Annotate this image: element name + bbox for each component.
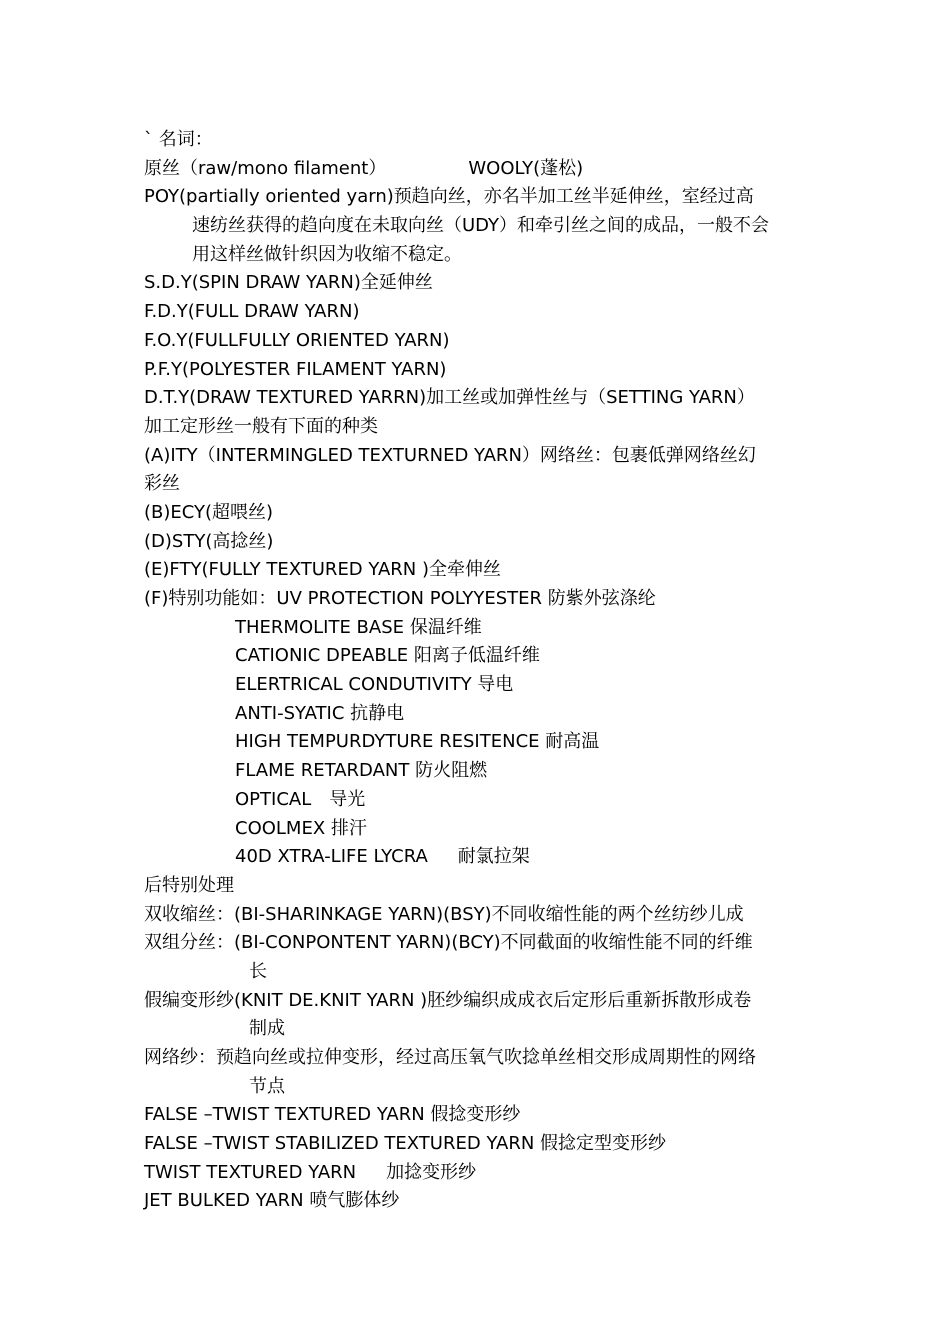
text-line: JET BULKED YARN 喷气膨体纱 bbox=[144, 1190, 400, 1212]
text-line bbox=[144, 1159, 824, 1188]
text-line: CATIONIC DPEABLE 阳离子低温纤维 bbox=[235, 645, 540, 667]
text-line bbox=[144, 786, 824, 815]
document-body bbox=[144, 126, 824, 1216]
text-line: POY(partially oriented yarn)预趋向丝，亦名半加工丝半延伸丝，室经过高 bbox=[144, 186, 754, 208]
text-line: 加工定形丝一般有下面的种类 bbox=[144, 415, 378, 437]
text-line bbox=[144, 843, 824, 872]
text-line: 节点 bbox=[249, 1075, 285, 1097]
term-lycra: 40D XTRA-LIFE LYCRA bbox=[235, 846, 428, 868]
text-line bbox=[144, 155, 824, 184]
term-twist-textured: TWIST TEXTURED YARN bbox=[144, 1161, 357, 1183]
term-wooly: WOOLY(蓬松) bbox=[468, 157, 584, 179]
text-line: 彩丝 bbox=[144, 473, 180, 495]
text-line: F.D.Y(FULL DRAW YARN) bbox=[144, 301, 360, 323]
text-line: 速纺丝获得的趋向度在未取向丝（UDY）和牵引丝之间的成品，一般不会 bbox=[192, 215, 770, 237]
text-line: 假编变形纱(KNIT DE.KNIT YARN )胚纱编织成成衣后定形后重新拆散形成卷 bbox=[144, 989, 752, 1011]
text-line: HIGH TEMPURDYTURE RESITENCE 耐高温 bbox=[235, 731, 600, 753]
text-line: D.T.Y(DRAW TEXTURED YARRN)加工丝或加弹性丝与（SETTING YARN） bbox=[144, 387, 755, 409]
text-line: THERMOLITE BASE 保温纤维 bbox=[235, 616, 482, 638]
text-line: ANTI-SYATIC 抗静电 bbox=[235, 702, 405, 724]
text-line: (B)ECY(超喂丝) bbox=[144, 501, 274, 523]
text-line: 用这样丝做针织因为收缩不稳定。 bbox=[192, 243, 462, 265]
term-optical: OPTICAL bbox=[235, 788, 312, 810]
text-line: COOLMEX 排汗 bbox=[235, 817, 367, 839]
term-lycra-cn: 耐氯拉架 bbox=[457, 846, 530, 868]
text-line: FLAME RETARDANT 防火阻燃 bbox=[235, 760, 488, 782]
text-line: ELERTRICAL CONDUTIVITY 导电 bbox=[235, 674, 514, 696]
text-line: (E)FTY(FULLY TEXTURED YARN )全牵伸丝 bbox=[144, 559, 502, 581]
text-line: 长 bbox=[249, 960, 267, 982]
text-line: 制成 bbox=[249, 1018, 285, 1040]
text-line: S.D.Y(SPIN DRAW YARN)全延伸丝 bbox=[144, 272, 433, 294]
term-optical-cn: 导光 bbox=[329, 788, 366, 810]
text-line: (D)STY(高捻丝) bbox=[144, 530, 274, 552]
text-line: P.F.Y(POLYESTER FILAMENT YARN) bbox=[144, 358, 447, 380]
text-line: FALSE –TWIST TEXTURED YARN 假捻变形纱 bbox=[144, 1104, 521, 1126]
text-line: 后特别处理 bbox=[144, 874, 234, 896]
text-line: ` 名词： bbox=[144, 129, 213, 150]
text-line: (F)特别功能如：UV PROTECTION POLYYESTER 防紫外弦涤纶 bbox=[144, 588, 656, 609]
term-twist-textured-cn: 加捻变形纱 bbox=[386, 1161, 477, 1183]
text-line: (A)ITY（INTERMINGLED TEXTURNED YARN）网络丝：包裹低弹网络丝幻 bbox=[144, 444, 756, 466]
text-line: 网络纱：预趋向丝或拉伸变形，经过高压氧气吹捻单丝相交形成周期性的网络 bbox=[144, 1047, 756, 1068]
term-raw-filament: 原丝（raw/mono filament） bbox=[144, 157, 387, 179]
text-line: 双组分丝：(BI-CONPONTENT YARN)(BCY)不同截面的收缩性能不同的纤维 bbox=[144, 932, 753, 954]
text-line: FALSE –TWIST STABILIZED TEXTURED YARN 假捻定型变形纱 bbox=[144, 1133, 667, 1155]
text-line: F.O.Y(FULLFULLY ORIENTED YARN) bbox=[144, 329, 450, 351]
text-line: 双收缩丝：(BI-SHARINKAGE YARN)(BSY)不同收缩性能的两个丝纺纱儿成 bbox=[144, 903, 744, 925]
